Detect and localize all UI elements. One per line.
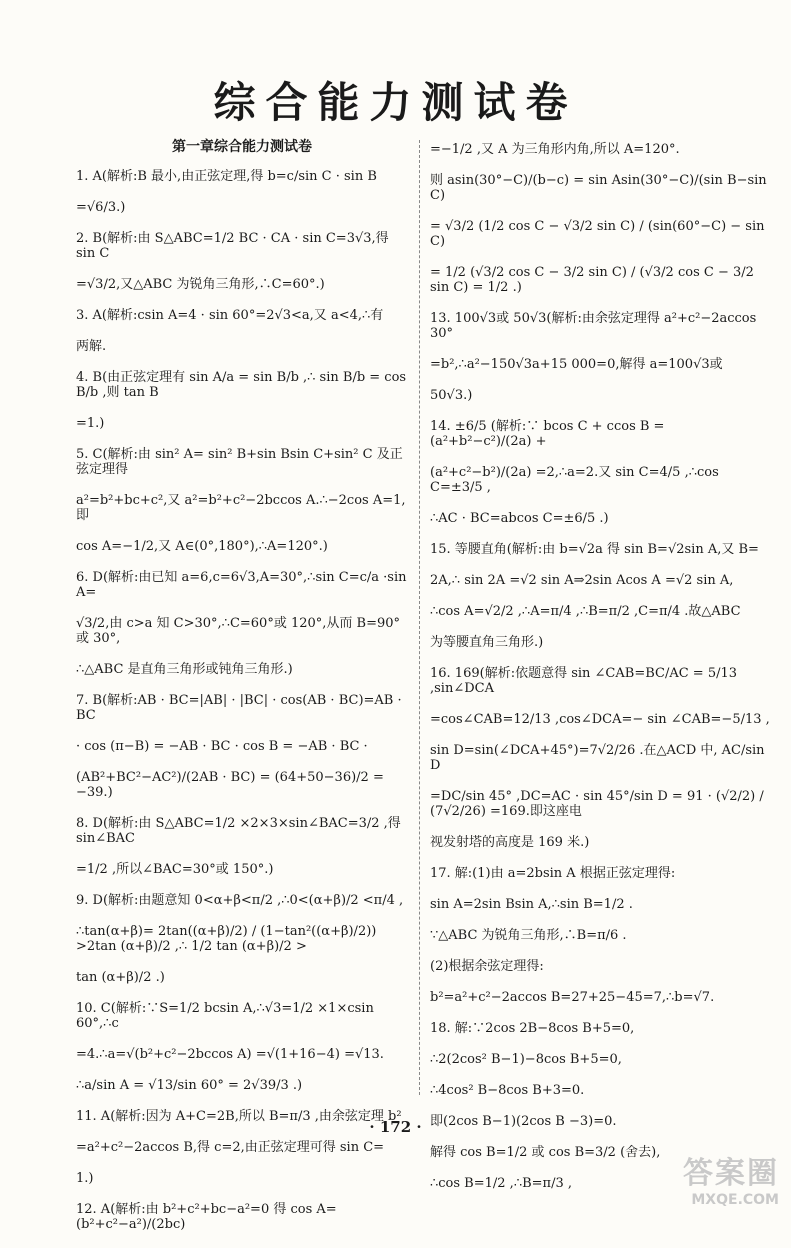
answer-line: 两解.: [76, 339, 107, 354]
answer-line: =DC/sin 45° ,DC=AC · sin 45°/sin D = 91 · (√2/2) / (7√2/26) =169.即这座电: [430, 789, 768, 819]
answer-line: 则 asin(30°−C)/(b−c) = sin Asin(30°−C)/(sin B−sin C): [430, 173, 771, 203]
answer-line: 视发射塔的高度是 169 米.): [430, 835, 590, 850]
answer-line: cos A=−1/2,又 A∈(0°,180°),∴A=120°.): [76, 539, 328, 554]
answer-line: ∴AC · BC=abcos C=±6/5 .): [430, 511, 609, 526]
answer-line: (a²+c²−b²)/(2a) =2,∴a=2.又 sin C=4/5 ,∴cos C=±3/5 ,: [430, 465, 723, 495]
answer-line: 1.): [76, 1171, 94, 1186]
answer-line: ∴4cos² B−8cos B+3=0.: [430, 1083, 585, 1098]
right-column: [430, 142, 770, 1207]
answer-line: ∴tan(α+β)= 2tan((α+β)/2) / (1−tan²((α+β)/2)) >2tan (α+β)/2 ,∴ 1/2 tan (α+β)/2 >: [76, 924, 381, 954]
answer-line: 1. A(解析:B 最小,由正弦定理,得 b=c/sin C · sin B: [76, 169, 377, 184]
answer-line: 50√3.): [430, 388, 473, 403]
answer-line: 3. A(解析:csin A=4 · sin 60°=2√3<a,又 a<4,∴有: [76, 308, 384, 323]
answer-line: (AB²+BC²−AC²)/(2AB · BC) = (64+50−36)/2 = −39.): [76, 770, 388, 800]
answer-line: 为等腰直角三角形.): [430, 635, 544, 650]
answer-line: sin A=2sin Bsin A,∴sin B=1/2 .: [430, 897, 633, 912]
answer-line: 9. D(解析:由题意知 0<α+β<π/2 ,∴0<(α+β)/2 <π/4 ,: [76, 893, 404, 908]
answer-line: 6. D(解析:由已知 a=6,c=6√3,A=30°,∴sin C=c/a ·sin A=: [76, 570, 411, 600]
answer-line: ∴2(2cos² B−1)−8cos B+5=0,: [430, 1052, 622, 1067]
answer-line: =√6/3.): [76, 200, 126, 215]
answer-line: 2A,∴ sin 2A =√2 sin A⇒2sin Acos A =√2 sin A,: [430, 573, 734, 588]
answer-line: =−1/2 ,又 A 为三角形内角,所以 A=120°.: [430, 142, 680, 157]
answer-line: 12. A(解析:由 b²+c²+bc−a²=0 得 cos A=(b²+c²−a²)/(2bc): [76, 1202, 337, 1232]
answer-line: 18. 解:∵2cos 2B−8cos B+5=0,: [430, 1021, 635, 1036]
answer-line: a²=b²+bc+c²,又 a²=b²+c²−2bccos A.∴−2cos A=1,即: [76, 493, 406, 523]
answer-line: =a²+c²−2accos B,得 c=2,由正弦定理可得 sin C=: [76, 1140, 385, 1155]
answer-line: 4. B(由正弦定理有 sin A/a = sin B/b ,∴ sin B/b = cos B/b ,则 tan B: [76, 370, 411, 400]
answer-line: 14. ±6/5 (解析:∵ bcos C + ccos B = (a²+b²−c²)/(2a) +: [430, 419, 669, 449]
answer-line: tan (α+β)/2 .): [76, 970, 165, 985]
right-answer-list: [430, 142, 770, 1191]
answer-line: 8. D(解析:由 S△ABC=1/2 ×2×3×sin∠BAC=3/2 ,得 sin∠BAC: [76, 816, 405, 846]
answer-line: ∴△ABC 是直角三角形或钝角三角形.): [76, 662, 293, 677]
answer-line: =1.): [76, 416, 105, 431]
answer-line: 11. A(解析:因为 A+C=2B,所以 B=π/3 ,由余弦定理 b²: [76, 1109, 402, 1124]
watermark-url: MXQE.COM: [691, 1192, 779, 1208]
answer-line: 2. B(解析:由 S△ABC=1/2 BC · CA · sin C=3√3,得 sin C: [76, 231, 393, 261]
answer-line: sin D=sin(∠DCA+45°)=7√2/26 .在△ACD 中, AC/sin D: [430, 743, 769, 773]
watermark-logo: [683, 1148, 779, 1208]
answer-line: 解得 cos B=1/2 或 cos B=3/2 (舍去),: [430, 1145, 661, 1160]
column-divider: [419, 140, 421, 1095]
answer-line: 16. 169(解析:依题意得 sin ∠CAB=BC/AC = 5/13 ,sin∠DCA: [430, 666, 742, 696]
answer-line: 17. 解:(1)由 a=2bsin A 根据正弦定理得:: [430, 866, 676, 881]
answer-line: √3/2,由 c>a 知 C>30°,∴C=60°或 120°,从而 B=90°或 30°,: [76, 616, 401, 646]
answer-line: = √3/2 (1/2 cos C − √3/2 sin C) / (sin(60°−C) − sin C): [430, 219, 769, 249]
answer-line: = 1/2 (√3/2 cos C − 3/2 sin C) / (√3/2 cos C − 3/2 sin C) = 1/2 .): [430, 265, 759, 295]
left-answer-list: [76, 169, 411, 1232]
answer-line: =b²,∴a²−150√3a+15 000=0,解得 a=100√3或: [430, 357, 723, 372]
answer-line: =√3/2,又△ABC 为锐角三角形,∴C=60°.): [76, 277, 325, 292]
answer-line: 15. 等腰直角(解析:由 b=√2a 得 sin B=√2sin A,又 B=: [430, 542, 759, 557]
left-column: [76, 139, 411, 1248]
watermark-logo-text: 答案圈: [683, 1156, 779, 1191]
answer-line: 10. C(解析:∵S=1/2 bcsin A,∴√3=1/2 ×1×csin 60°,∴c: [76, 1001, 378, 1031]
answer-line: (2)根据余弦定理得:: [430, 959, 544, 974]
answer-line: =cos∠CAB=12/13 ,cos∠DCA=− sin ∠CAB=−5/13 ,: [430, 712, 770, 727]
answer-line: 7. B(解析:AB · BC=|AB| · |BC| · cos(AB · BC)=AB · BC: [76, 693, 406, 723]
answer-line: =4.∴a=√(b²+c²−2bccos A) =√(1+16−4) =√13.: [76, 1047, 384, 1062]
page-title: 综合能力测试卷: [213, 78, 578, 127]
answer-line: ∴cos A=√2/2 ,∴A=π/4 ,∴B=π/2 ,C=π/4 .故△ABC: [430, 604, 741, 619]
answer-line: 13. 100√3或 50√3(解析:由余弦定理得 a²+c²−2accos 30°: [430, 311, 761, 341]
answer-line: b²=a²+c²−2accos B=27+25−45=7,∴b=√7.: [430, 990, 715, 1005]
answer-line: ∴a/sin A = √13/sin 60° = 2√39/3 .): [76, 1078, 303, 1093]
answer-line: ∴cos B=1/2 ,∴B=π/3 ,: [430, 1176, 572, 1191]
answer-line: ∵△ABC 为锐角三角形,∴B=π/6 .: [430, 928, 627, 943]
page-number: · 172 ·: [369, 1118, 422, 1136]
answer-line: 5. C(解析:由 sin² A= sin² B+sin Bsin C+sin² C 及正弦定理得: [76, 447, 403, 477]
answer-line: · cos (π−B) = −AB · BC · cos B = −AB · BC ·: [76, 739, 368, 754]
section-title: 第一章综合能力测试卷: [172, 139, 312, 155]
answer-line: =1/2 ,所以∠BAC=30°或 150°.): [76, 862, 274, 877]
answer-line: 即(2cos B−1)(2cos B −3)=0.: [430, 1114, 617, 1129]
